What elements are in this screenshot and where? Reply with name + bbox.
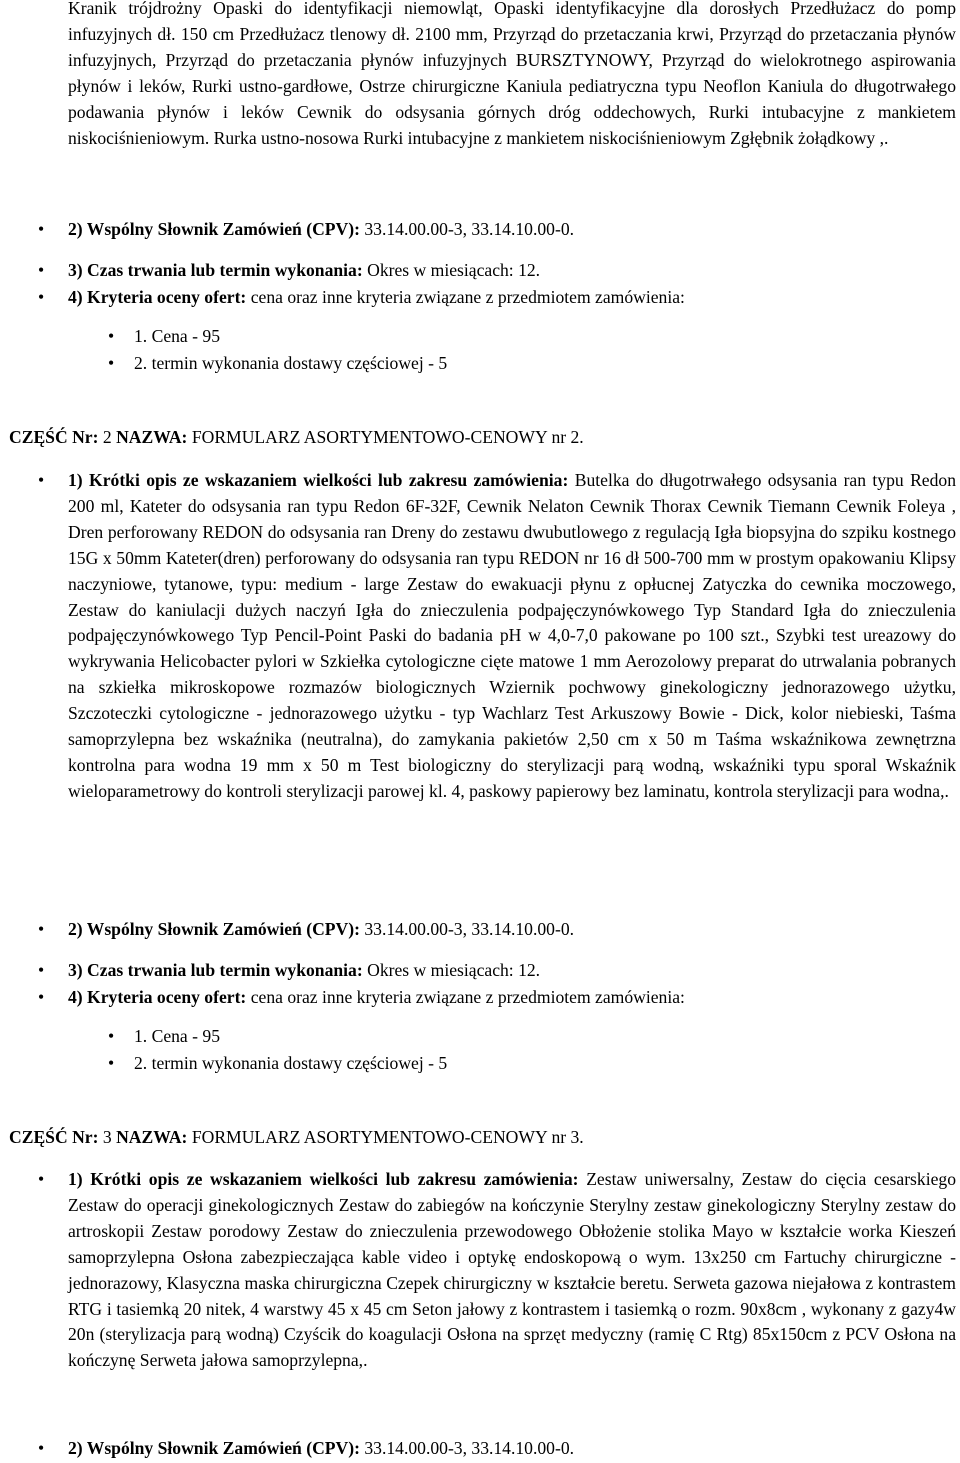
part3-heading: CZĘŚĆ Nr: 3 NAZWA: FORMULARZ ASORTYMENTOWO-CENOWY nr 3. <box>9 1127 584 1147</box>
criteria-label: 4) Kryteria oceny ofert: <box>68 287 247 307</box>
bullet-icon: • <box>38 919 45 939</box>
cpv-value: 33.14.00.00-3, 33.14.10.00-0. <box>364 219 575 239</box>
bullet-icon: • <box>108 326 115 346</box>
bullet-icon: • <box>108 353 115 373</box>
bullet-icon: • <box>38 287 45 307</box>
bullet-icon: • <box>38 470 45 490</box>
part2-description <box>68 468 956 805</box>
criteria-label: 4) Kryteria oceny ofert: <box>68 987 247 1007</box>
cpv-label: 2) Wspólny Słownik Zamówień (CPV): <box>68 919 360 939</box>
time-value: Okres w miesiącach: 12. <box>367 960 541 980</box>
part3-description <box>68 1167 956 1374</box>
cpv-label: 2) Wspólny Słownik Zamówień (CPV): <box>68 219 360 239</box>
cpv-value: 33.14.00.00-3, 33.14.10.00-0. <box>364 1438 575 1458</box>
criteria-value: cena oraz inne kryteria związane z przedmiotem zamówienia: <box>250 287 685 307</box>
part2-heading: CZĘŚĆ Nr: 2 NAZWA: FORMULARZ ASORTYMENTOWO-CENOWY nr 2. <box>9 427 584 447</box>
bullet-icon: • <box>38 1438 45 1458</box>
desc-value: Butelka do długotrwałego odsysania ran typu Redon 200 ml, Kateter do odsysania ran typu Redon 6F-32F, Cewnik Nelaton Cewnik Thorax Cewnik Tiemann Cewnik Foleya , Dren perforowany REDON do odsysania ran Dreny do zestawu dwubutlowego z regulacją Igła biopsyjna do szpiku kostnego 15G x 50mm Kateter(dren) perforowany do odsysania ran typu REDON nr 16 dł 500-700 mm w prostym opakowaniu Klipsy naczyniowe, tytanowe, typu: medium - large Zestaw do ewakuacji płynu z opłucnej Zatyczka do cewnika moczowego, Zestaw do kaniulacji dużych naczyń Igła do znieczulenia podpajęczynówkowego Typ Standard Igła do znieczulenia podpajęczynówkowego Typ Pencil-Point Paski do badania pH w 4,0-7,0 pakowane po 100 szt., Szybki test ureazowy do wykrywania Helicobacter pylori w Szkiełka cytologiczne cięte matowe 1 mm Aerozolowy preparat do utrwalania pobranych na szkiełka mikroskopowe rozmazów biologicznych Wziernik pochwowy ginekologiczny jednorazowego użytku, Szczoteczki cytologiczne - jednorazowego użytku - typ Wachlarz Test Arkuszowy Bowie - Dick, kolor niebieski, Taśma samoprzylepna bez wskaźnika (neutralna), do zamykania pakietów 2,50 cm x 50 m Taśma wskaźnikowa zewnętrzna kontrolna para wodna 19 mm x 50 m Test biologiczny do sterylizacji parą wodną, wskaźniki typu sporal Wskaźnik wieloparametrowy do kontroli sterylizacji parowej kl. 4, paskowy papierowy bez laminatu, kontrola sterylizacji para wodna,. <box>68 470 957 801</box>
time-value: Okres w miesiącach: 12. <box>367 260 541 280</box>
desc-label: 1) Krótki opis ze wskazaniem wielkości lub zakresu zamówienia: <box>68 470 569 490</box>
bullet-icon: • <box>38 260 45 280</box>
desc-label: 1) Krótki opis ze wskazaniem wielkości lub zakresu zamówienia: <box>68 1169 579 1189</box>
cpv-value: 33.14.00.00-3, 33.14.10.00-0. <box>364 919 575 939</box>
bullet-icon: • <box>108 1053 115 1073</box>
time-label: 3) Czas trwania lub termin wykonania: <box>68 960 363 980</box>
time-label: 3) Czas trwania lub termin wykonania: <box>68 260 363 280</box>
bullet-icon: • <box>38 960 45 980</box>
cpv-label: 2) Wspólny Słownik Zamówień (CPV): <box>68 1438 360 1458</box>
criteria-value: cena oraz inne kryteria związane z przedmiotem zamówienia: <box>250 987 685 1007</box>
bullet-icon: • <box>38 219 45 239</box>
bullet-icon: • <box>38 1169 45 1189</box>
bullet-icon: • <box>38 987 45 1007</box>
bullet-icon: • <box>108 1026 115 1046</box>
intro-paragraph: Kranik trójdrożny Opaski do identyfikacji niemowląt, Opaski identyfikacyjne dla dorosłych Przedłużacz do pomp infuzyjnych dł. 150 cm Przedłużacz tlenowy dł. 2100 mm, Przyrząd do przetaczania krwi, Przyrząd do przetaczania płynów infuzyjnych, Przyrząd do przetaczania płynów infuzyjnych BURSZTYNOWY, Przyrząd do wielokrotnego aspirowania płynów i leków, Rurki ustno-gardłowe, Ostrze chirurgiczne Kaniula pediatryczna typu Neoflon Kaniula do długotrwałego podawania płynów i leków Cewnik do odsysania górnych dróg oddechowych, Rurki intubacyjne z mankietem niskociśnieniowym. Rurka ustno-nosowa Rurki intubacyjne z mankietem niskociśnieniowym Zgłębnik żołądkowy ,. <box>68 0 956 148</box>
desc-value: Zestaw uniwersalny, Zestaw do cięcia cesarskiego Zestaw do operacji ginekologicznych Zestaw do zabiegów na kończynie Sterylny zestaw ginekologiczny Sterylny zestaw do artroskopii Zestaw porodowy Zestaw do znieczulenia przewodowego Obłożenie stolika Mayo w kształcie worka Kieszeń samoprzylepna Osłona zabezpieczająca kable video i optykę endoskopową o wym. 13x250 cm Fartuchy chirurgiczne - jednorazowy, Klasyczna maska chirurgiczna Czepek chirurgiczny w kształcie beretu. Serweta gazowa niejałowa z kontrastem RTG i tasiemką 20 nitek, 4 warstwy 45 x 45 cm Seton jałowy z kontrastem i tasiemką o rozm. 90x8cm , wykonany z gazy4w 20n (sterylizacja parą wodną) Czyścik do koagulacji Osłona na sprzęt medyczny (ramię C Rtg) 85x150cm z PCV Osłona na kończynę Serweta jałowa samoprzylepna,. <box>68 1169 956 1371</box>
